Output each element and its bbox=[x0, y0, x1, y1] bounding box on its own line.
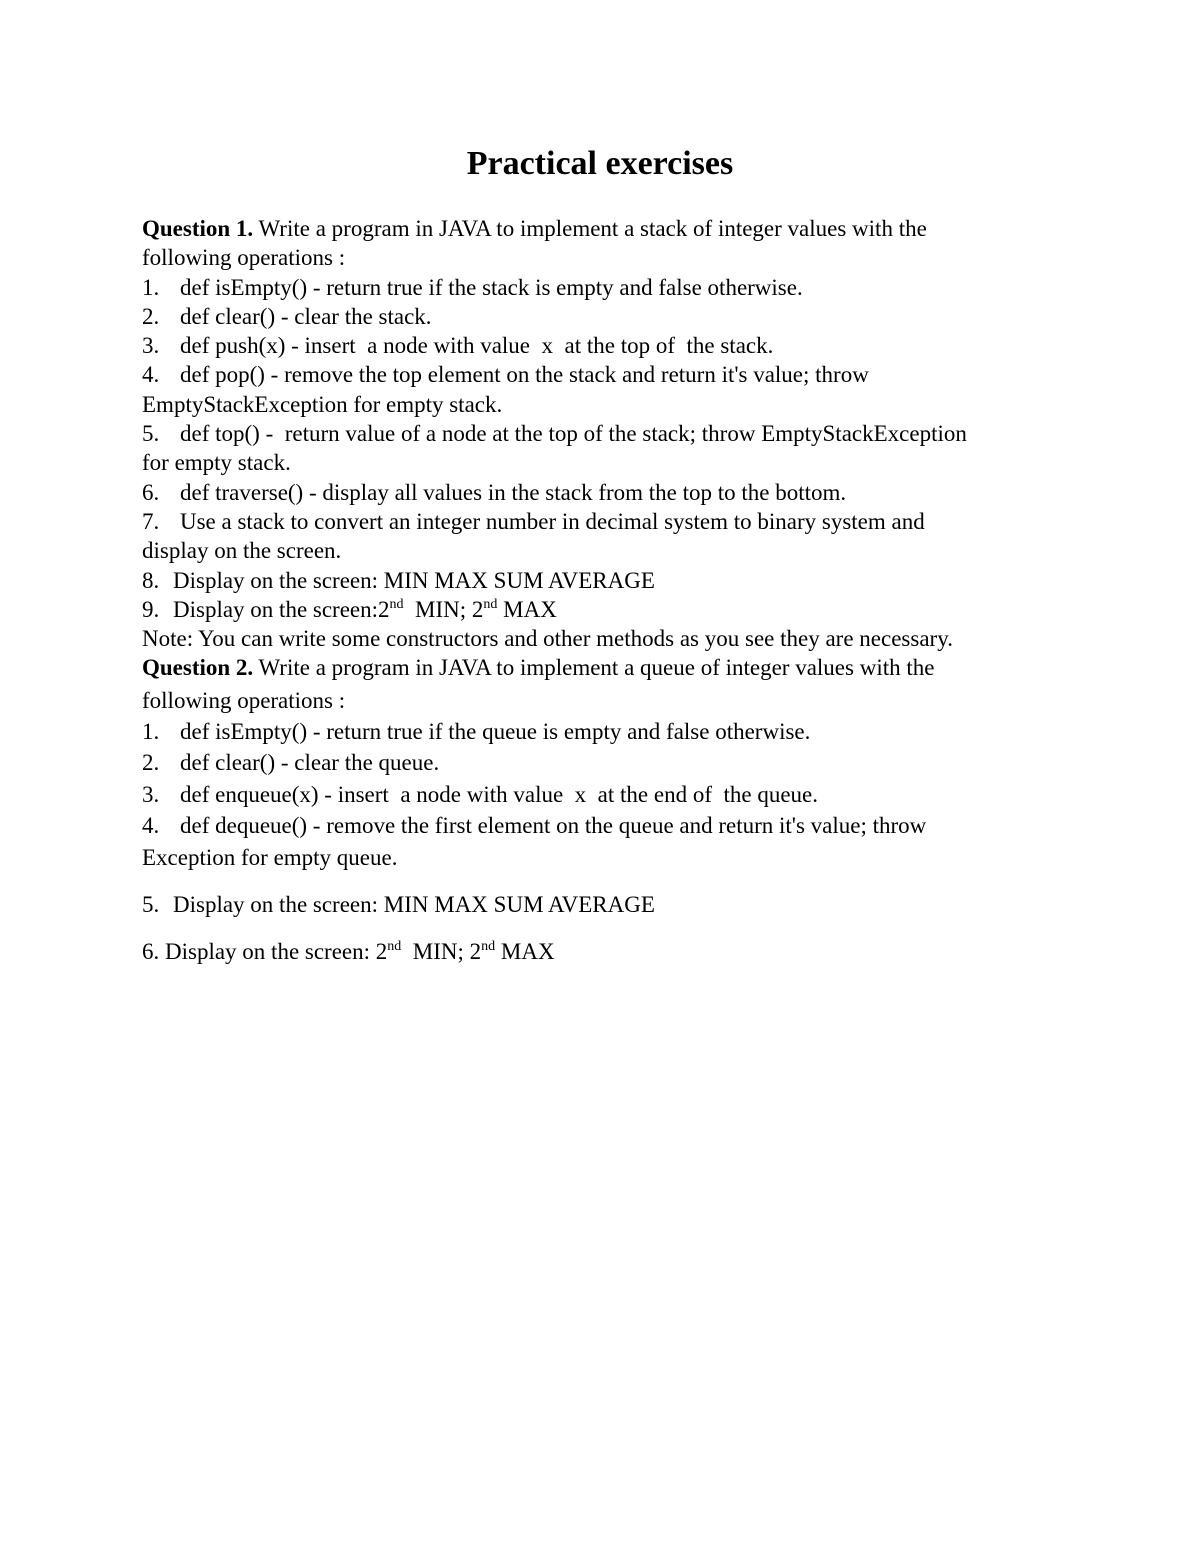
list-item-continuation: for empty stack. bbox=[142, 450, 291, 476]
list-item-text: def traverse() - display all values in the stack from the top to the bottom. bbox=[180, 479, 847, 505]
list-item bbox=[142, 302, 1082, 331]
list-item-number: 1. bbox=[142, 719, 160, 745]
list-item-text: Display on the screen:2 bbox=[173, 596, 390, 622]
list-item-text: MAX bbox=[495, 938, 555, 964]
list-item-text: Display on the screen: MIN MAX SUM AVERAGE bbox=[173, 891, 655, 917]
list-item-number: 9. bbox=[142, 596, 160, 622]
question-2-label: Question 2. bbox=[142, 655, 254, 681]
list-item-number: 7. bbox=[142, 508, 160, 534]
question-1-intro-cont: following operations : bbox=[142, 245, 346, 271]
list-item-text: def enqueue(x) - insert a node with value x at the end of the queue. bbox=[180, 781, 819, 807]
list-item-text: def isEmpty() - return true if the queue is empty and false otherwise. bbox=[180, 719, 811, 745]
list-item bbox=[142, 780, 1082, 809]
list-item-continuation: display on the screen. bbox=[142, 538, 342, 564]
list-item-text: def pop() - remove the top element on the stack and return it's value; throw bbox=[180, 362, 869, 388]
list-item bbox=[142, 811, 1082, 840]
page-title: Practical exercises bbox=[466, 145, 734, 182]
list-item bbox=[142, 507, 1082, 536]
question-1-intro-text: Write a program in JAVA to implement a stack of integer values with the bbox=[253, 216, 927, 241]
list-item-number: 1. bbox=[142, 274, 160, 300]
list-item-continuation: EmptyStackException for empty stack. bbox=[142, 391, 503, 417]
question-2-intro-text: Write a program in JAVA to implement a queue of integer values with the bbox=[253, 655, 935, 681]
question-1-intro bbox=[142, 214, 1082, 243]
list-item-number: 2. bbox=[142, 750, 160, 776]
list-item-text: def clear() - clear the queue. bbox=[180, 750, 440, 776]
list-item-continuation: Exception for empty queue. bbox=[142, 845, 398, 871]
question-2-intro-cont: following operations : bbox=[142, 687, 346, 713]
document-body bbox=[142, 214, 1082, 966]
list-item-text: def dequeue() - remove the first element on the queue and return it's value; throw bbox=[180, 812, 927, 838]
list-item bbox=[142, 478, 1082, 507]
superscript: nd bbox=[481, 938, 496, 954]
list-item-number: 8. bbox=[142, 567, 160, 593]
list-item-text: 6. Display on the screen: 2 bbox=[142, 938, 388, 964]
list-item-text: MIN; 2 bbox=[401, 938, 482, 964]
superscript: nd bbox=[483, 596, 498, 612]
list-item-text: MIN; 2 bbox=[403, 596, 484, 622]
superscript: nd bbox=[389, 596, 404, 612]
note: Note: You can write some constructors and other methods as you see they are necessary. bbox=[142, 626, 953, 652]
list-item-number: 5. bbox=[142, 421, 160, 447]
list-item-number: 3. bbox=[142, 781, 160, 807]
superscript: nd bbox=[387, 938, 402, 954]
list-item-number: 2. bbox=[142, 303, 160, 329]
list-item-number: 6. bbox=[142, 479, 160, 505]
list-item bbox=[142, 419, 1082, 448]
list-item-number: 3. bbox=[142, 333, 160, 359]
list-item bbox=[142, 890, 1082, 919]
question-1-label: Question 1. bbox=[142, 216, 254, 241]
list-item bbox=[142, 273, 1082, 302]
list-item bbox=[142, 331, 1082, 360]
list-item bbox=[142, 748, 1082, 777]
list-item bbox=[142, 595, 1082, 624]
list-item-text: def clear() - clear the stack. bbox=[180, 303, 432, 329]
list-item-text: def top() - return value of a node at the top of the stack; throw EmptyStackException bbox=[180, 421, 967, 447]
list-item-text: def push(x) - insert a node with value x at the top of the stack. bbox=[180, 333, 774, 359]
list-item-number: 4. bbox=[142, 362, 160, 388]
list-item-number: 4. bbox=[142, 812, 160, 838]
list-item bbox=[142, 717, 1082, 746]
list-item-text: def isEmpty() - return true if the stack is empty and false otherwise. bbox=[180, 274, 803, 300]
list-item bbox=[142, 566, 1082, 595]
list-item-text: MAX bbox=[497, 596, 557, 622]
list-item bbox=[142, 937, 1082, 966]
question-2-intro bbox=[142, 653, 1082, 682]
list-item-number: 5. bbox=[142, 891, 160, 917]
list-item-text: Display on the screen: MIN MAX SUM AVERAGE bbox=[173, 567, 655, 593]
list-item-text: Use a stack to convert an integer number in decimal system to binary system and bbox=[180, 508, 925, 534]
list-item bbox=[142, 360, 1082, 389]
